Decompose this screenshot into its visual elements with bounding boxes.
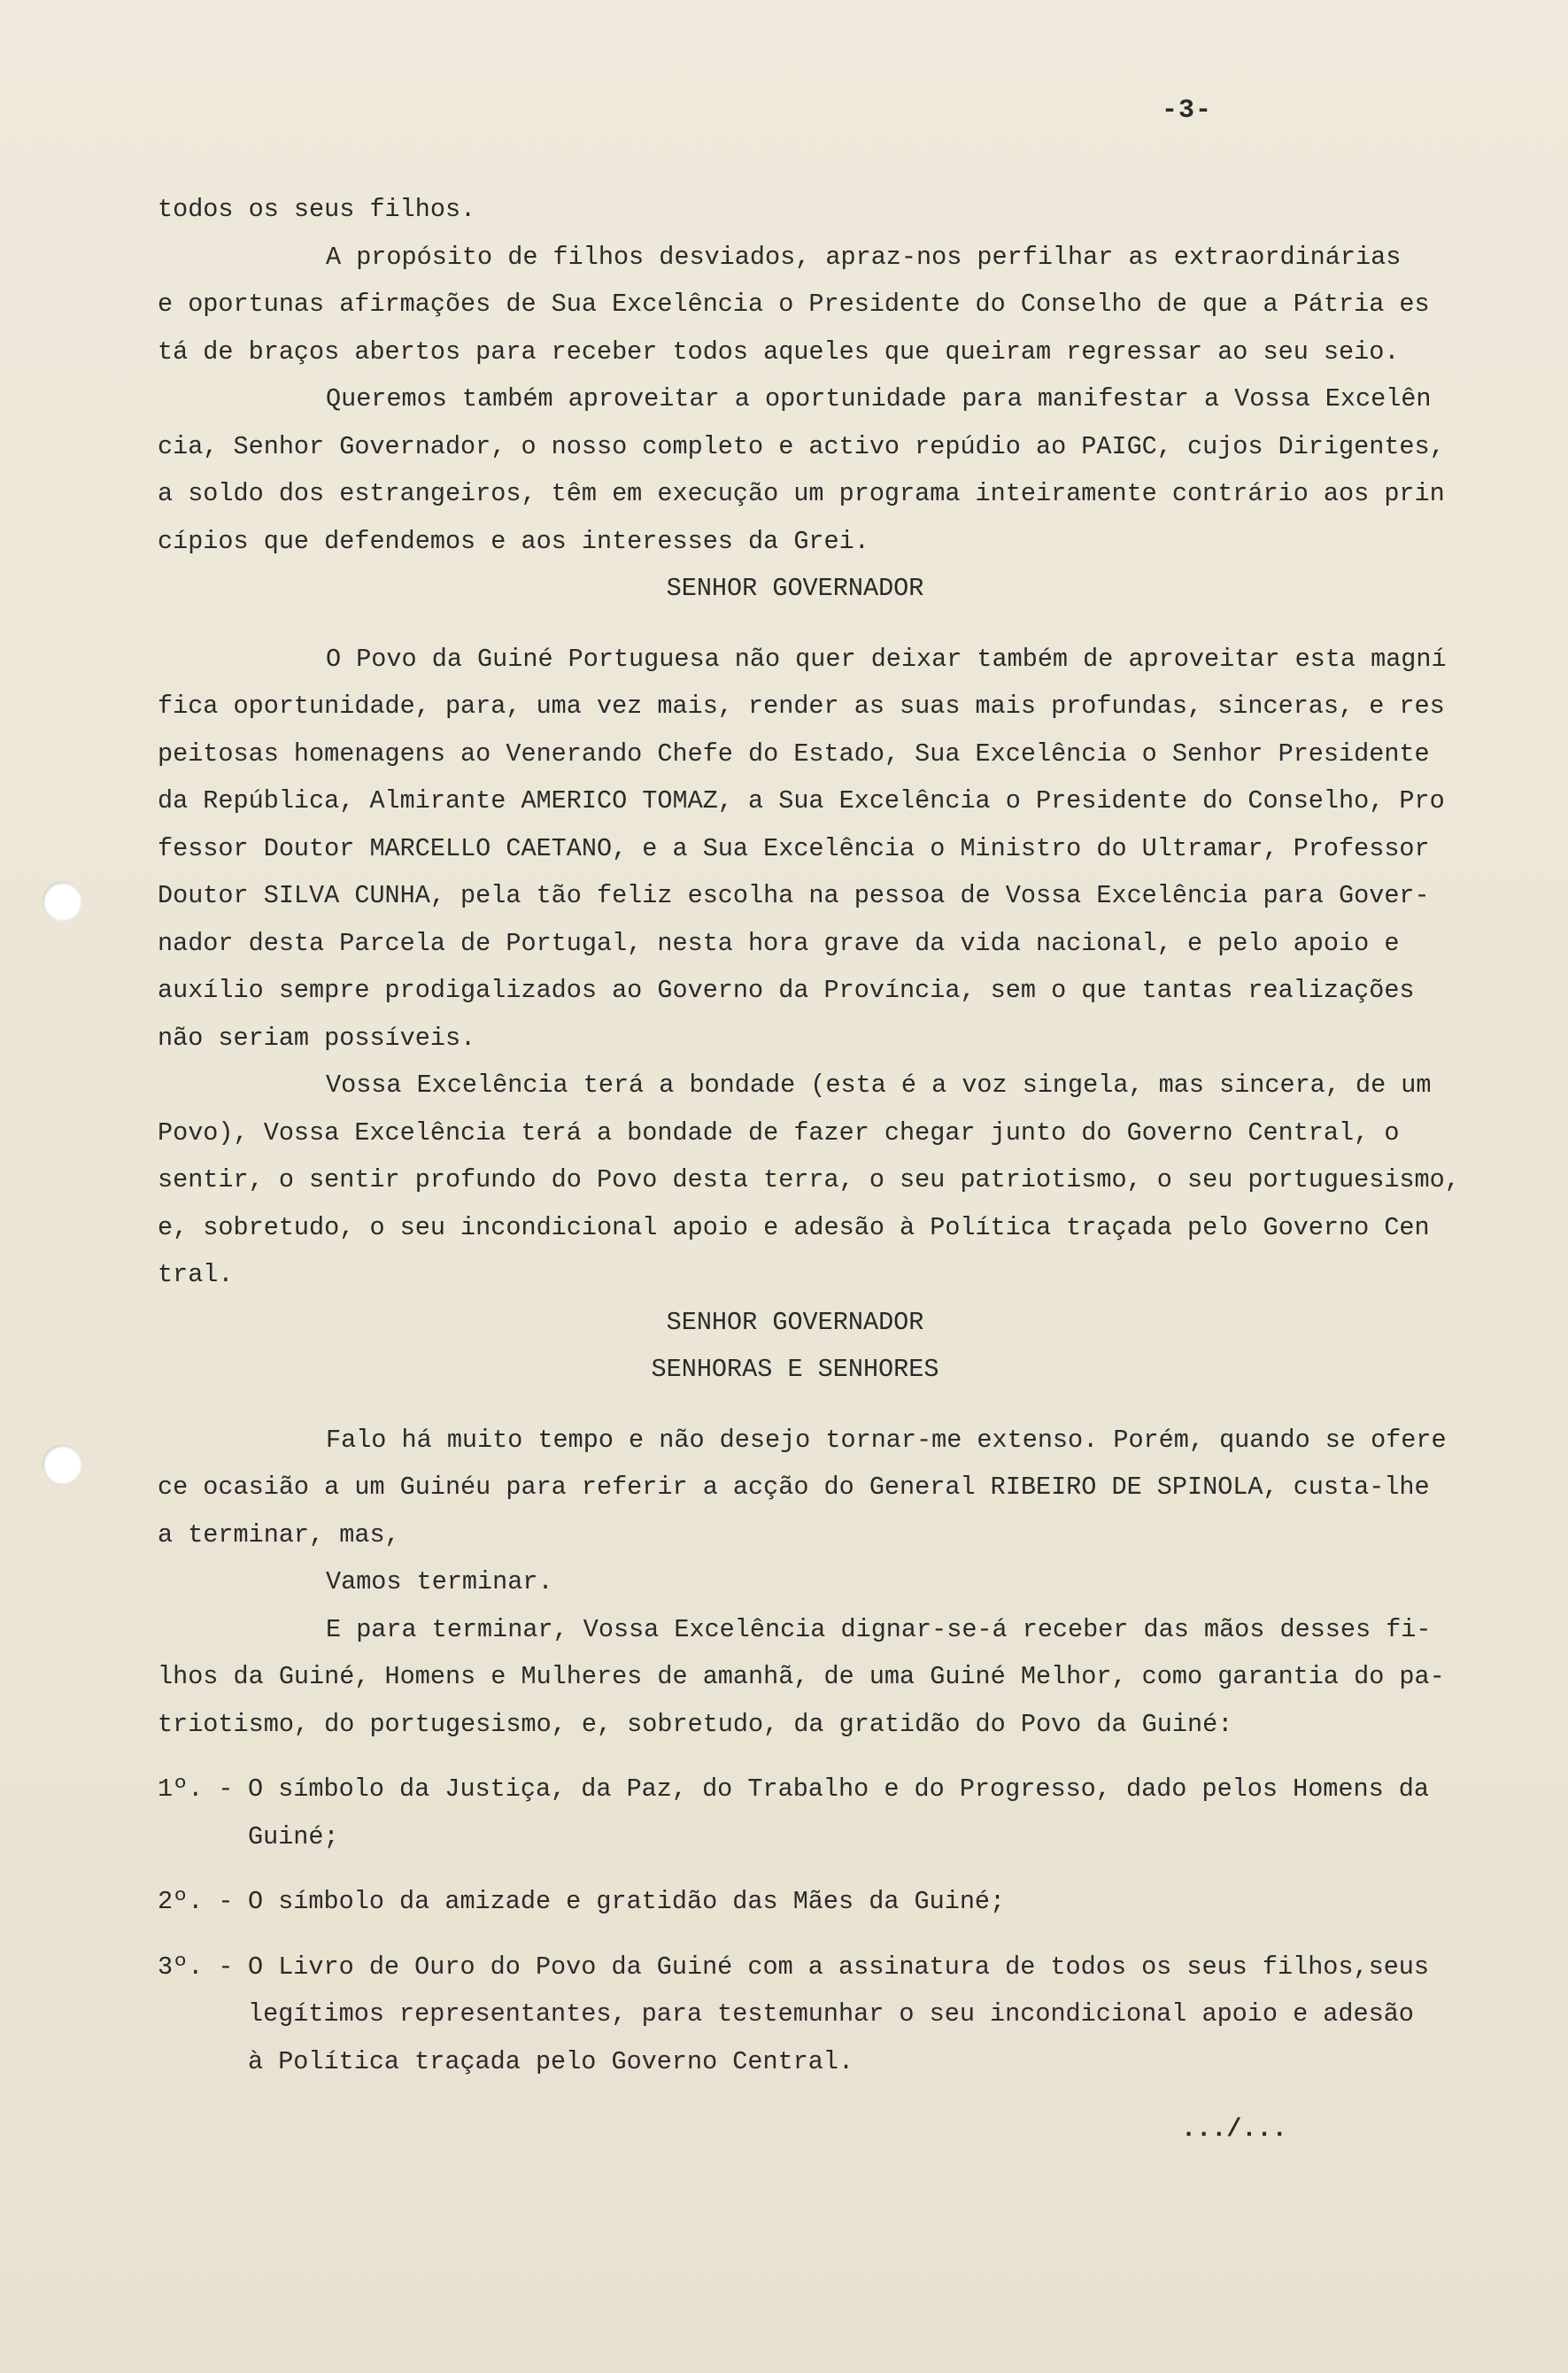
text-line: Vamos terminar. bbox=[326, 1567, 553, 1596]
text-line: cia, Senhor Governador, o nosso completo e activo repúdio ao PAIGC, cujos Dirigentes, bbox=[158, 431, 1445, 461]
section-heading: SENHORAS E SENHORES bbox=[651, 1355, 939, 1384]
text-line: todos os seus filhos. bbox=[158, 195, 476, 224]
text-line: fica oportunidade, para, uma vez mais, render as suas mais profundas, sinceras, e res bbox=[158, 692, 1445, 721]
list-item-number: 3º. - bbox=[158, 1952, 234, 1982]
section-heading: SENHOR GOVERNADOR bbox=[666, 1307, 924, 1337]
text-line: e oportunas afirmações de Sua Excelência o Presidente do Conselho de que a Pátria es bbox=[158, 290, 1430, 319]
text-line: Falo há muito tempo e não desejo tornar-me extenso. Porém, quando se ofere bbox=[326, 1425, 1447, 1455]
list-item-text: O símbolo da Justiça, da Paz, do Trabalho e do Progresso, dado pelos Homens da bbox=[248, 1774, 1430, 1804]
text-line: Vossa Excelência terá a bondade (esta é a voz singela, mas sincera, de um bbox=[326, 1071, 1432, 1100]
text-line: A propósito de filhos desviados, apraz-nos perfilhar as extraordinárias bbox=[326, 242, 1402, 272]
list-item-text: O símbolo da amizade e gratidão das Mães da Guiné; bbox=[248, 1887, 1006, 1916]
text-line: E para terminar, Vossa Excelência dignar-se-á receber das mãos desses fi- bbox=[326, 1614, 1432, 1644]
list-item bbox=[158, 1878, 1433, 1926]
list-item-number: 1º. - bbox=[158, 1774, 234, 1804]
punch-hole-top bbox=[42, 882, 81, 921]
list-item-number: 2º. - bbox=[158, 1887, 234, 1916]
text-line: lhos da Guiné, Homens e Mulheres de amanhã, de uma Guiné Melhor, como garantia do pa- bbox=[158, 1662, 1445, 1691]
list-item-text: Guiné; bbox=[248, 1821, 339, 1851]
text-line: Doutor SILVA CUNHA, pela tão feliz escolha na pessoa de Vossa Excelência para Gover- bbox=[158, 881, 1430, 910]
text-line: triotismo, do portugesismo, e, sobretudo, da gratidão do Povo da Guiné: bbox=[158, 1709, 1233, 1739]
text-line: e, sobretudo, o seu incondicional apoio e adesão à Política traçada pelo Governo Cen bbox=[158, 1212, 1430, 1242]
text-line: cípios que defendemos e aos interesses da Grei. bbox=[158, 526, 869, 556]
page-number: -3- bbox=[1162, 96, 1213, 126]
text-line: tá de braços abertos para receber todos aqueles que queiram regressar ao seu seio. bbox=[158, 336, 1400, 367]
text-line: Povo), Vossa Excelência terá a bondade de fazer chegar junto do Governo Central, o bbox=[158, 1117, 1400, 1148]
text-line: auxílio sempre prodigalizados ao Governo da Província, sem o que tantas realizações bbox=[158, 976, 1415, 1005]
list-item-text: O Livro de Ouro do Povo da Guiné com a assinatura de todos os seus filhos,seus bbox=[248, 1952, 1430, 1982]
text-line: Queremos também aproveitar a oportunidade para manifestar a Vossa Excelên bbox=[326, 384, 1432, 414]
letter-body bbox=[158, 186, 1460, 2085]
list-item bbox=[158, 1944, 1433, 2086]
continuation-mark: .../... bbox=[1181, 2114, 1287, 2144]
section-heading: SENHOR GOVERNADOR bbox=[666, 574, 924, 603]
punch-hole-bottom bbox=[42, 1445, 81, 1484]
list-item bbox=[158, 1766, 1433, 1860]
text-line: da República, Almirante AMERICO TOMAZ, a Sua Excelência o Presidente do Conselho, Pro bbox=[158, 786, 1445, 815]
text-line: sentir, o sentir profundo do Povo desta terra, o seu patriotismo, o seu portuguesismo, bbox=[158, 1165, 1460, 1194]
text-line: tral. bbox=[158, 1260, 234, 1289]
text-line: a terminar, mas, bbox=[158, 1519, 400, 1550]
text-line: O Povo da Guiné Portuguesa não quer deixar também de aproveitar esta magní bbox=[326, 644, 1447, 674]
text-line: fessor Doutor MARCELLO CAETANO, e a Sua Excelência o Ministro do Ultramar, Professor bbox=[158, 833, 1430, 863]
text-line: peitosas homenagens ao Venerando Chefe do Estado, Sua Excelência o Senhor Presidente bbox=[158, 738, 1430, 769]
list-item-text: legítimos representantes, para testemunhar o seu incondicional apoio e adesão bbox=[248, 1999, 1414, 2029]
text-line: não seriam possíveis. bbox=[158, 1023, 476, 1053]
text-line: ce ocasião a um Guinéu para referir a acção do General RIBEIRO DE SPINOLA, custa-lhe bbox=[158, 1472, 1430, 1502]
text-line: nador desta Parcela de Portugal, nesta hora grave da vida nacional, e pelo apoio e bbox=[158, 928, 1400, 958]
text-line: a soldo dos estrangeiros, têm em execução um programa inteiramente contrário aos prin bbox=[158, 479, 1445, 508]
list-item-text: à Política traçada pelo Governo Central. bbox=[248, 2046, 854, 2076]
